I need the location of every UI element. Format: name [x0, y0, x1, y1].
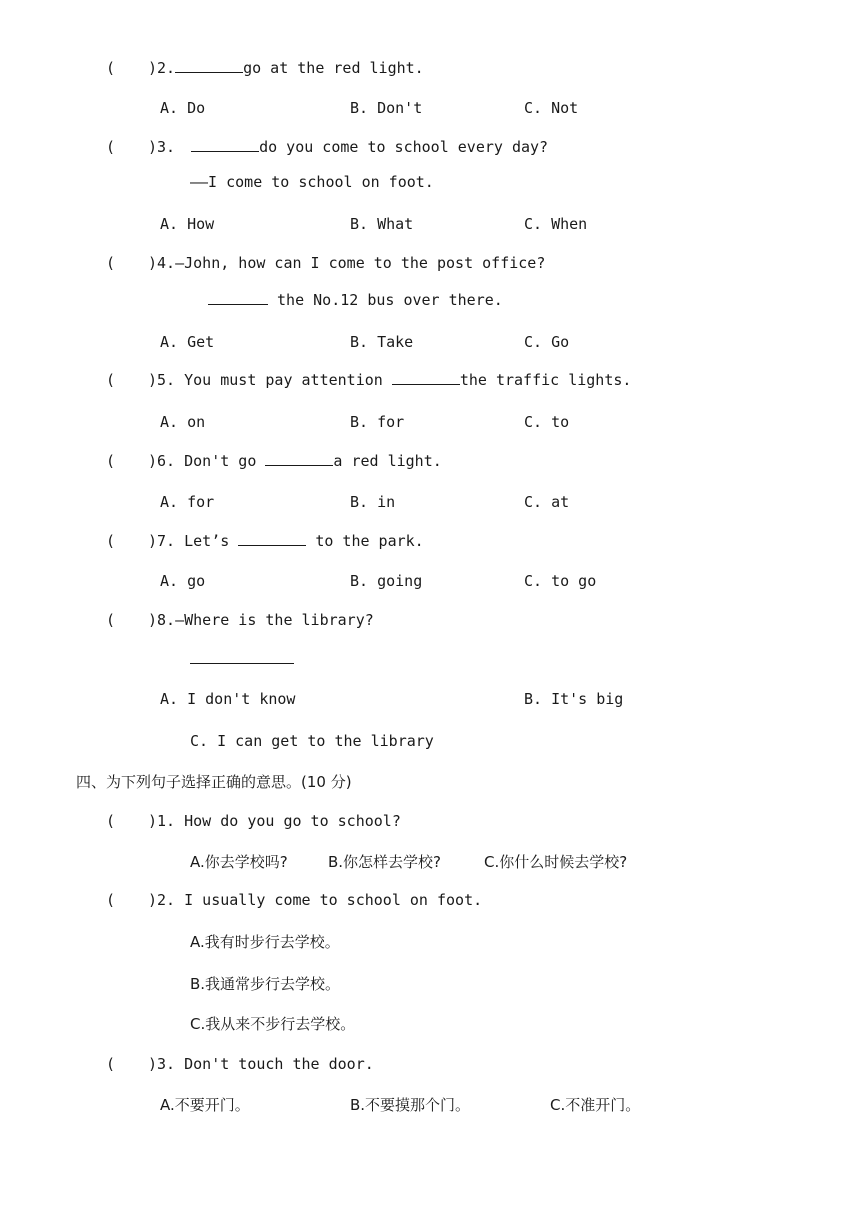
q6-option-a[interactable]: A. for	[160, 493, 215, 511]
q7-stem	[148, 531, 424, 551]
q7-text: to the park.	[306, 532, 424, 550]
q5-option-c[interactable]: C. to	[524, 413, 570, 431]
q6-text: a red light.	[333, 452, 442, 470]
q4-stem: )4.—John, how can I come to the post office?	[148, 254, 546, 272]
s3-paren: (	[106, 1055, 116, 1073]
q2-answer-blank[interactable]	[175, 58, 243, 73]
s1-option-a[interactable]: A.你去学校吗?	[190, 853, 288, 871]
q7-answer-blank[interactable]	[238, 531, 306, 546]
section-4-heading: 四、为下列句子选择正确的意思。(10 分)	[76, 773, 352, 791]
q3-option-b[interactable]: B. What	[350, 215, 414, 233]
q5-answer-blank[interactable]	[392, 370, 460, 385]
q3-option-c[interactable]: C. When	[524, 215, 588, 233]
q4-answer-blank[interactable]	[208, 290, 268, 305]
q5-number: )5. You must pay attention	[148, 371, 392, 389]
q4-text: the No.12 bus over there.	[268, 291, 503, 309]
q2-option-a[interactable]: A. Do	[160, 99, 206, 117]
q2-option-c[interactable]: C. Not	[524, 99, 579, 117]
q6-number: )6. Don't go	[148, 452, 266, 470]
q7-option-a[interactable]: A. go	[160, 572, 206, 590]
s1-option-c[interactable]: C.你什么时候去学校?	[484, 853, 628, 871]
s3-stem: )3. Don't touch the door.	[148, 1055, 374, 1073]
q2-paren: (	[106, 59, 116, 77]
q5-option-a[interactable]: A. on	[160, 413, 206, 431]
q7-option-c[interactable]: C. to go	[524, 572, 597, 590]
q5-paren: (	[106, 371, 116, 389]
s2-paren: (	[106, 891, 116, 909]
q3-answer-blank[interactable]	[191, 137, 259, 152]
q7-number: )7. Let’s	[148, 532, 239, 550]
s2-stem: )2. I usually come to school on foot.	[148, 891, 483, 909]
q6-stem	[148, 451, 442, 471]
q8-stem: )8.—Where is the library?	[148, 611, 374, 629]
q3-stem	[148, 137, 548, 157]
q2-stem	[148, 58, 424, 78]
q4-paren: (	[106, 254, 116, 272]
q4-reply	[208, 290, 503, 310]
q8-paren: (	[106, 611, 116, 629]
s3-option-c[interactable]: C.不准开门。	[550, 1096, 641, 1114]
s2-option-c[interactable]: C.我从来不步行去学校。	[190, 1015, 356, 1033]
q4-option-c[interactable]: C. Go	[524, 333, 570, 351]
s2-option-a[interactable]: A.我有时步行去学校。	[190, 933, 340, 951]
q5-option-b[interactable]: B. for	[350, 413, 405, 431]
s1-option-b[interactable]: B.你怎样去学校?	[328, 853, 442, 871]
q2-option-b[interactable]: B. Don't	[350, 99, 423, 117]
s3-option-b[interactable]: B.不要摸那个门。	[350, 1096, 471, 1114]
q6-paren: (	[106, 452, 116, 470]
q4-option-b[interactable]: B. Take	[350, 333, 414, 351]
s1-stem: )1. How do you go to school?	[148, 812, 401, 830]
q7-paren: (	[106, 532, 116, 550]
q8-option-c[interactable]: C. I can get to the library	[190, 732, 434, 750]
q6-answer-blank[interactable]	[265, 451, 333, 466]
s3-option-a[interactable]: A.不要开门。	[160, 1096, 250, 1114]
q6-option-c[interactable]: C. at	[524, 493, 570, 511]
q3-reply: ——I come to school on foot.	[190, 173, 434, 191]
q8-option-a[interactable]: A. I don't know	[160, 690, 296, 708]
q3-number: )3.	[148, 138, 176, 156]
q5-text: the traffic lights.	[459, 371, 632, 389]
s1-paren: (	[106, 812, 116, 830]
q7-option-b[interactable]: B. going	[350, 572, 423, 590]
q2-text: go at the red light.	[243, 59, 424, 77]
q3-text: do you come to school every day?	[259, 138, 549, 156]
q8-answer-blank[interactable]	[190, 663, 294, 664]
q3-option-a[interactable]: A. How	[160, 215, 215, 233]
q6-option-b[interactable]: B. in	[350, 493, 396, 511]
q2-number: )2.	[148, 59, 176, 77]
q4-option-a[interactable]: A. Get	[160, 333, 215, 351]
q5-stem	[148, 370, 631, 390]
q3-paren: (	[106, 138, 116, 156]
q8-option-b[interactable]: B. It's big	[524, 690, 624, 708]
s2-option-b[interactable]: B.我通常步行去学校。	[190, 975, 341, 993]
